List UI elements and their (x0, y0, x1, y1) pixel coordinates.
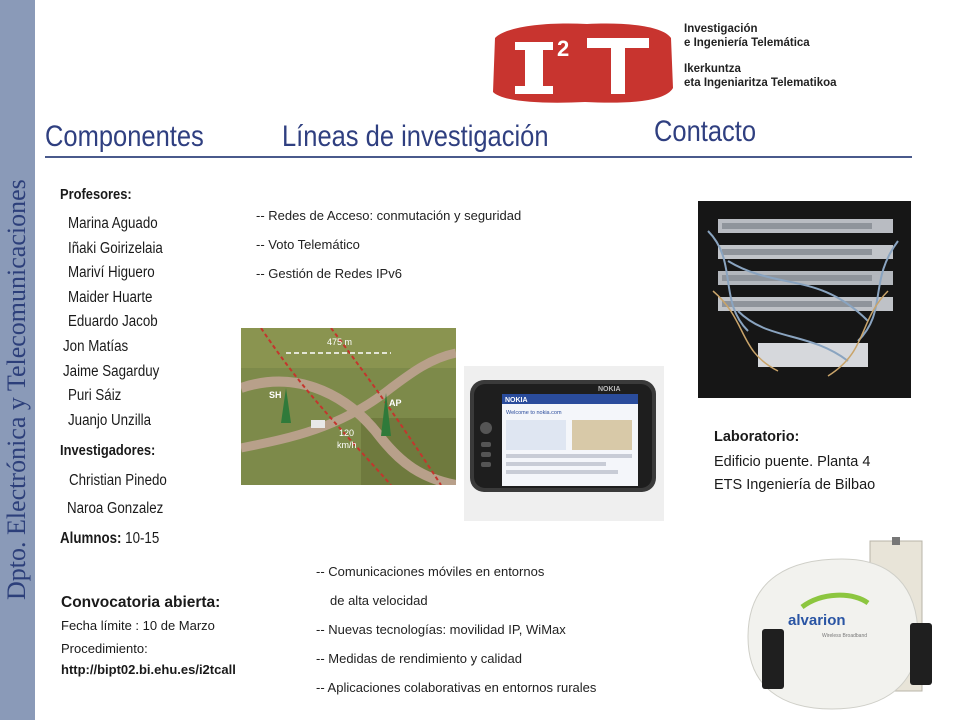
map-speed-unit: km/h (337, 440, 357, 450)
profesor-name: Juanjo Unzilla (68, 412, 151, 429)
research-line: -- Nuevas tecnologías: movilidad IP, WiMax (316, 622, 566, 637)
alumnos-label: Alumnos: (60, 530, 122, 547)
logo-text-block (684, 22, 837, 90)
logo-line-1: Investigación (684, 23, 758, 35)
dpad-icon (480, 422, 492, 434)
nokia-tablet-image (464, 366, 664, 521)
department-vertical-title: Dpto. Electrónica y Telecomunicaciones (2, 179, 31, 600)
nav-contacto[interactable]: Contacto (654, 115, 757, 148)
network-rack-image (698, 201, 911, 398)
modem-device-icon (910, 623, 932, 685)
i2t-logo-mark (487, 8, 677, 108)
nav-lineas-investigacion[interactable]: Líneas de investigación (282, 120, 549, 153)
logo-line-4: eta Ingeniaritza Telematikoa (684, 77, 837, 89)
profesor-name: Mariví Higuero (68, 264, 155, 281)
alumnos-value: 10-15 (121, 530, 160, 547)
profesor-name: Marina Aguado (68, 215, 158, 232)
research-line: -- Redes de Acceso: conmutación y seguridad (256, 208, 522, 223)
profesor-name: Eduardo Jacob (68, 313, 158, 330)
investigadores-heading: Investigadores: (60, 442, 156, 459)
profesores-heading: Profesores: (60, 186, 132, 203)
research-line: -- Aplicaciones colaborativas en entornos rurales (316, 680, 597, 695)
convocatoria-fecha: Fecha límite : 10 de Marzo (61, 618, 215, 633)
map-distance-label: 475 m (327, 337, 353, 347)
alumnos-row (60, 530, 159, 548)
laboratorio-line-2: ETS Ingeniería de Bilbao (714, 477, 876, 493)
investigador-name: Naroa Gonzalez (67, 500, 164, 517)
convocatoria-procedimiento: Procedimiento: (61, 641, 148, 656)
profesor-name: Jon Matías (63, 338, 129, 355)
laboratorio-line-1: Edificio puente. Planta 4 (714, 454, 871, 470)
car-icon (311, 420, 325, 428)
nav-componentes[interactable]: Componentes (45, 120, 204, 153)
screen-site-text: Welcome to nokia.com (506, 410, 562, 416)
convocatoria-url-link[interactable]: http://bipt02.bi.ehu.es/i2tcall (61, 662, 236, 677)
screen-brand-text: NOKIA (505, 397, 528, 404)
alvarion-tagline-text: Wireless Broadband (822, 633, 868, 639)
convocatoria-heading: Convocatoria abierta: (61, 594, 221, 611)
profesor-name: Iñaki Goirizelaia (68, 240, 163, 257)
research-line: -- Gestión de Redes IPv6 (256, 266, 402, 281)
highway-map-image (241, 328, 456, 485)
profesor-name: Puri Sáiz (68, 387, 122, 404)
logo-line-3: Ikerkuntza (684, 63, 741, 75)
profesor-name: Jaime Sagarduy (63, 363, 160, 380)
svg-text:2: 2 (557, 36, 570, 61)
map-speed-value: 120 (339, 428, 355, 438)
modem-device-icon (762, 629, 784, 689)
profesor-name: Maider Huarte (68, 289, 153, 306)
i2t-logo (487, 8, 677, 108)
laboratorio-heading: Laboratorio: (714, 429, 800, 445)
logo-line-2: e Ingeniería Telemática (684, 37, 810, 49)
map-label-ap: AP (389, 398, 402, 408)
nav-divider (45, 156, 912, 158)
investigador-name: Christian Pinedo (69, 472, 167, 489)
research-line: -- Voto Telemático (256, 237, 360, 252)
alvarion-equipment-image (742, 537, 942, 715)
research-line: de alta velocidad (330, 593, 428, 608)
research-line: -- Comunicaciones móviles en entornos (316, 564, 545, 579)
research-line: -- Medidas de rendimiento y calidad (316, 651, 522, 666)
device-brand-text: NOKIA (598, 386, 621, 393)
map-label-sh: SH (269, 390, 282, 400)
alvarion-brand-text: alvarion (788, 612, 846, 629)
